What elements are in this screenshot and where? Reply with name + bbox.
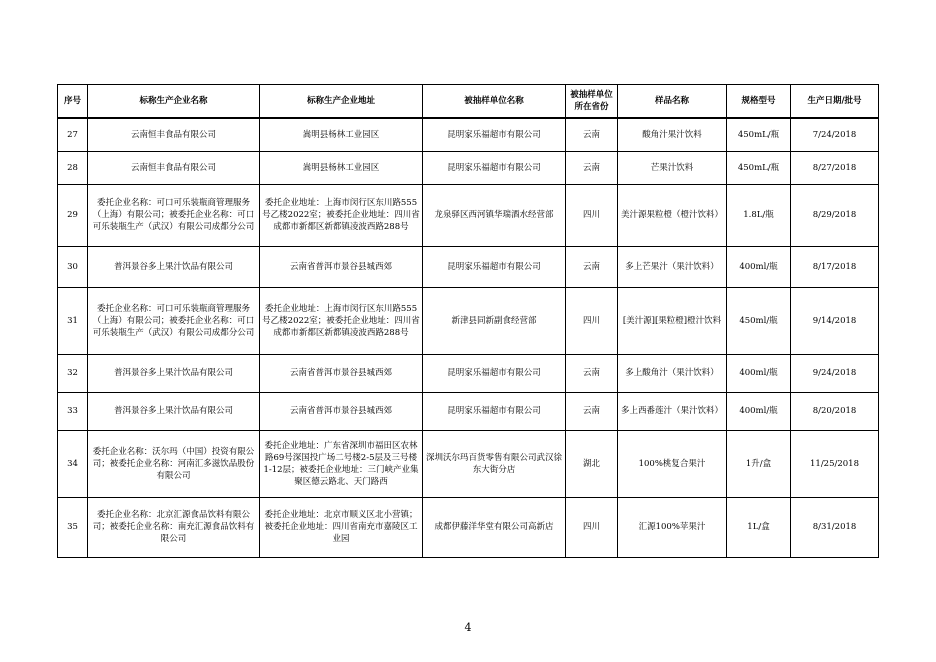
cell-maker: 普洱景谷多上果汁饮品有限公司 bbox=[88, 392, 260, 430]
table-row bbox=[58, 246, 879, 287]
cell-province: 云南 bbox=[566, 392, 618, 430]
cell-address: 云南省普洱市景谷县城西郊 bbox=[260, 392, 423, 430]
inspection-results-table bbox=[57, 84, 879, 558]
page-number: 4 bbox=[464, 621, 472, 634]
cell-address: 委托企业地址：北京市顺义区北小营镇；被委托企业地址：四川省南充市嘉陵区工业园 bbox=[260, 497, 423, 557]
header-address: 标称生产企业地址 bbox=[260, 85, 423, 119]
cell-spec: 1升/盒 bbox=[727, 430, 791, 497]
cell-province: 云南 bbox=[566, 246, 618, 287]
cell-no: 27 bbox=[58, 118, 88, 151]
cell-province: 云南 bbox=[566, 151, 618, 184]
cell-sampled-unit: 昆明家乐福超市有限公司 bbox=[423, 354, 566, 392]
cell-maker: 委托企业名称：沃尔玛（中国）投资有限公司；被委托企业名称：河南汇多滋饮品股份有限公司 bbox=[88, 430, 260, 497]
cell-spec: 1.8L/瓶 bbox=[727, 184, 791, 246]
table-row bbox=[58, 287, 879, 354]
cell-sampled-unit: 昆明家乐福超市有限公司 bbox=[423, 392, 566, 430]
cell-product: 汇源100%苹果汁 bbox=[618, 497, 727, 557]
cell-no: 31 bbox=[58, 287, 88, 354]
table-row bbox=[58, 151, 879, 184]
cell-date: 8/17/2018 bbox=[791, 246, 879, 287]
cell-address: 嵩明县杨林工业园区 bbox=[260, 118, 423, 151]
cell-sampled-unit: 昆明家乐福超市有限公司 bbox=[423, 151, 566, 184]
table-header-row bbox=[58, 85, 879, 119]
table-row bbox=[58, 497, 879, 557]
cell-spec: 450mL/瓶 bbox=[727, 118, 791, 151]
cell-product: 100%桃复合果汁 bbox=[618, 430, 727, 497]
cell-province: 云南 bbox=[566, 118, 618, 151]
cell-no: 29 bbox=[58, 184, 88, 246]
cell-spec: 450mL/瓶 bbox=[727, 151, 791, 184]
cell-sampled-unit: 昆明家乐福超市有限公司 bbox=[423, 246, 566, 287]
cell-address: 云南省普洱市景谷县城西郊 bbox=[260, 354, 423, 392]
header-no: 序号 bbox=[58, 85, 88, 119]
table-row bbox=[58, 118, 879, 151]
cell-address: 委托企业地址：广东省深圳市福田区农林路69号深国投广场二号楼2-5层及三号楼1-12层；被委托企业地址：三门峡产业集聚区德云路北、天门路西 bbox=[260, 430, 423, 497]
cell-date: 9/14/2018 bbox=[791, 287, 879, 354]
table-row bbox=[58, 184, 879, 246]
cell-date: 8/27/2018 bbox=[791, 151, 879, 184]
table-row bbox=[58, 354, 879, 392]
header-province: 被抽样单位所在省份 bbox=[566, 85, 618, 119]
cell-maker: 云南恒丰食品有限公司 bbox=[88, 118, 260, 151]
cell-no: 30 bbox=[58, 246, 88, 287]
table-row bbox=[58, 430, 879, 497]
cell-product: 美汁源果粒橙（橙汁饮料） bbox=[618, 184, 727, 246]
cell-address: 嵩明县杨林工业园区 bbox=[260, 151, 423, 184]
cell-province: 湖北 bbox=[566, 430, 618, 497]
header-sampled-unit: 被抽样单位名称 bbox=[423, 85, 566, 119]
cell-province: 云南 bbox=[566, 354, 618, 392]
header-maker: 标称生产企业名称 bbox=[88, 85, 260, 119]
cell-date: 11/25/2018 bbox=[791, 430, 879, 497]
cell-maker: 云南恒丰食品有限公司 bbox=[88, 151, 260, 184]
cell-sampled-unit: 深圳沃尔玛百货零售有限公司武汉徐东大街分店 bbox=[423, 430, 566, 497]
cell-date: 9/24/2018 bbox=[791, 354, 879, 392]
cell-spec: 450ml/瓶 bbox=[727, 287, 791, 354]
cell-date: 7/24/2018 bbox=[791, 118, 879, 151]
cell-maker: 委托企业名称：可口可乐装瓶商管理服务（上海）有限公司；被委托企业名称：可口可乐装瓶生产（武汉）有限公司成都分公司 bbox=[88, 184, 260, 246]
cell-no: 35 bbox=[58, 497, 88, 557]
cell-spec: 1L/盒 bbox=[727, 497, 791, 557]
header-date: 生产日期/批号 bbox=[791, 85, 879, 119]
header-spec: 规格型号 bbox=[727, 85, 791, 119]
cell-date: 8/31/2018 bbox=[791, 497, 879, 557]
cell-spec: 400ml/瓶 bbox=[727, 392, 791, 430]
cell-sampled-unit: 昆明家乐福超市有限公司 bbox=[423, 118, 566, 151]
cell-province: 四川 bbox=[566, 184, 618, 246]
cell-no: 32 bbox=[58, 354, 88, 392]
cell-sampled-unit: 新津县同新副食经营部 bbox=[423, 287, 566, 354]
cell-address: 委托企业地址：上海市闵行区东川路555号乙楼2022室；被委托企业地址：四川省成都市新都区新都镇凌波西路288号 bbox=[260, 287, 423, 354]
cell-product: 芒果汁饮料 bbox=[618, 151, 727, 184]
cell-no: 33 bbox=[58, 392, 88, 430]
cell-address: 云南省普洱市景谷县城西郊 bbox=[260, 246, 423, 287]
cell-date: 8/29/2018 bbox=[791, 184, 879, 246]
cell-product: [美汁源][果粒橙]橙汁饮料 bbox=[618, 287, 727, 354]
cell-maker: 委托企业名称：可口可乐装瓶商管理服务（上海）有限公司；被委托企业名称：可口可乐装瓶生产（武汉）有限公司成都分公司 bbox=[88, 287, 260, 354]
cell-spec: 400ml/瓶 bbox=[727, 246, 791, 287]
cell-sampled-unit: 龙泉驿区西河镇华瑞酒水经营部 bbox=[423, 184, 566, 246]
cell-province: 四川 bbox=[566, 287, 618, 354]
cell-spec: 400ml/瓶 bbox=[727, 354, 791, 392]
cell-product: 多上西番莲汁（果汁饮料） bbox=[618, 392, 727, 430]
cell-maker: 普洱景谷多上果汁饮品有限公司 bbox=[88, 246, 260, 287]
cell-product: 酸角汁果汁饮料 bbox=[618, 118, 727, 151]
cell-no: 28 bbox=[58, 151, 88, 184]
cell-address: 委托企业地址：上海市闵行区东川路555号乙楼2022室；被委托企业地址：四川省成都市新都区新都镇凌波西路288号 bbox=[260, 184, 423, 246]
cell-province: 四川 bbox=[566, 497, 618, 557]
cell-sampled-unit: 成都伊藤洋华堂有限公司高新店 bbox=[423, 497, 566, 557]
cell-no: 34 bbox=[58, 430, 88, 497]
table-row bbox=[58, 392, 879, 430]
cell-maker: 委托企业名称：北京汇源食品饮料有限公司；被委托企业名称：南充汇源食品饮料有限公司 bbox=[88, 497, 260, 557]
cell-maker: 普洱景谷多上果汁饮品有限公司 bbox=[88, 354, 260, 392]
cell-product: 多上酸角汁（果汁饮料） bbox=[618, 354, 727, 392]
header-product: 样品名称 bbox=[618, 85, 727, 119]
cell-product: 多上芒果汁（果汁饮料） bbox=[618, 246, 727, 287]
cell-date: 8/20/2018 bbox=[791, 392, 879, 430]
